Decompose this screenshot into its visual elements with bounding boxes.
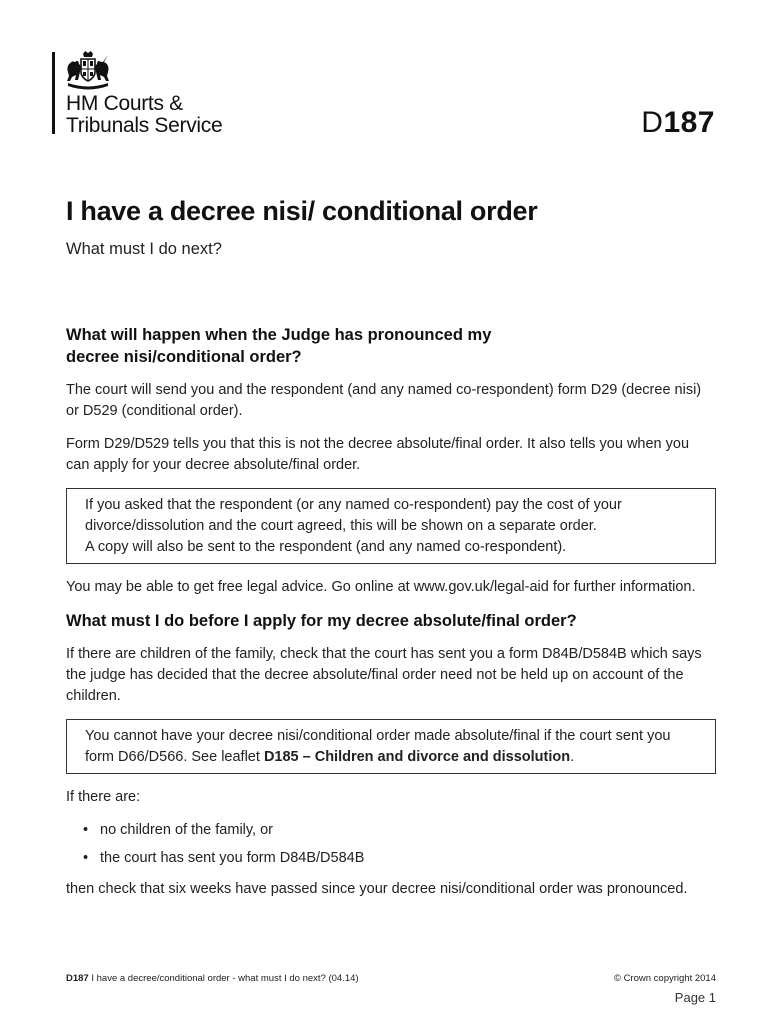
royal-coat-of-arms-icon [64,50,112,90]
org-name-line1: HM Courts & [66,92,183,115]
page-subtitle: What must I do next? [66,240,222,258]
children-warning-end: . [570,749,575,765]
section1-heading-line2: decree nisi/conditional order? [66,348,302,366]
footer-form-code: D187 [66,973,89,984]
form-code-prefix: D [641,106,664,139]
section1-heading [66,324,716,368]
section1-heading-line1: What will happen when the Judge has pronounced my [66,326,492,344]
children-warning-box [66,719,716,774]
children-warning-body: You cannot have your decree nisi/conditional order made absolute/final if the court sent you form D66/D566. See leaflet [85,728,671,765]
costs-note-line1: If you asked that the respondent (or any named co-respondent) pay the cost of your divorce/dissolution and the court agreed, this will be shown on a separate order. [85,497,622,534]
legal-advice-paragraph: You may be able to get free legal advice. Go online at www.gov.uk/legal-aid for further information. [66,579,696,595]
main-content [66,324,716,912]
logo-divider-bar [52,52,55,134]
section1-paragraph-1: The court will send you and the respondent (and any named co-respondent) form D29 (decree nisi) or D529 (conditional order). [66,382,702,419]
page-number: Page 1 [674,990,716,1005]
form-code [641,106,715,140]
org-name-line2: Tribunals Service [66,114,223,137]
list-item: • no children of the family, or [100,820,716,841]
costs-note-box [66,488,716,564]
section2-paragraph-1: If there are children of the family, check that the court has sent you a form D84B/D584B which says the judge has decided that the decree absolute/final order need not be held up on account of the children. [66,646,702,704]
footer-description: I have a decree/conditional order - what must I do next? (04.14) [88,973,359,984]
list-item: • the court has sent you form D84B/D584B [100,848,716,869]
section2-paragraph-2: If there are: [66,789,141,805]
leaflet-reference: D185 – Children and divorce and dissolution [263,749,571,765]
section2-heading: What must I do before I apply for my decree absolute/final order? [66,612,577,630]
form-code-number: 187 [663,106,715,139]
footer-form-reference [66,973,359,984]
conditions-list [66,820,716,869]
children-warning-text [85,726,697,768]
costs-note-line2: A copy will also be sent to the respondent (and any named co-respondent). [85,539,567,555]
organisation-name [66,93,222,137]
section2-paragraph-3: then check that six weeks have passed since your decree nisi/conditional order was pronounced. [66,881,688,897]
section1-paragraph-2: Form D29/D529 tells you that this is not the decree absolute/final order. It also tells you when you can apply for your decree absolute/final order. [66,436,690,473]
page-title: I have a decree nisi/ conditional order [66,196,538,226]
footer-copyright: © Crown copyright 2014 [613,973,716,984]
